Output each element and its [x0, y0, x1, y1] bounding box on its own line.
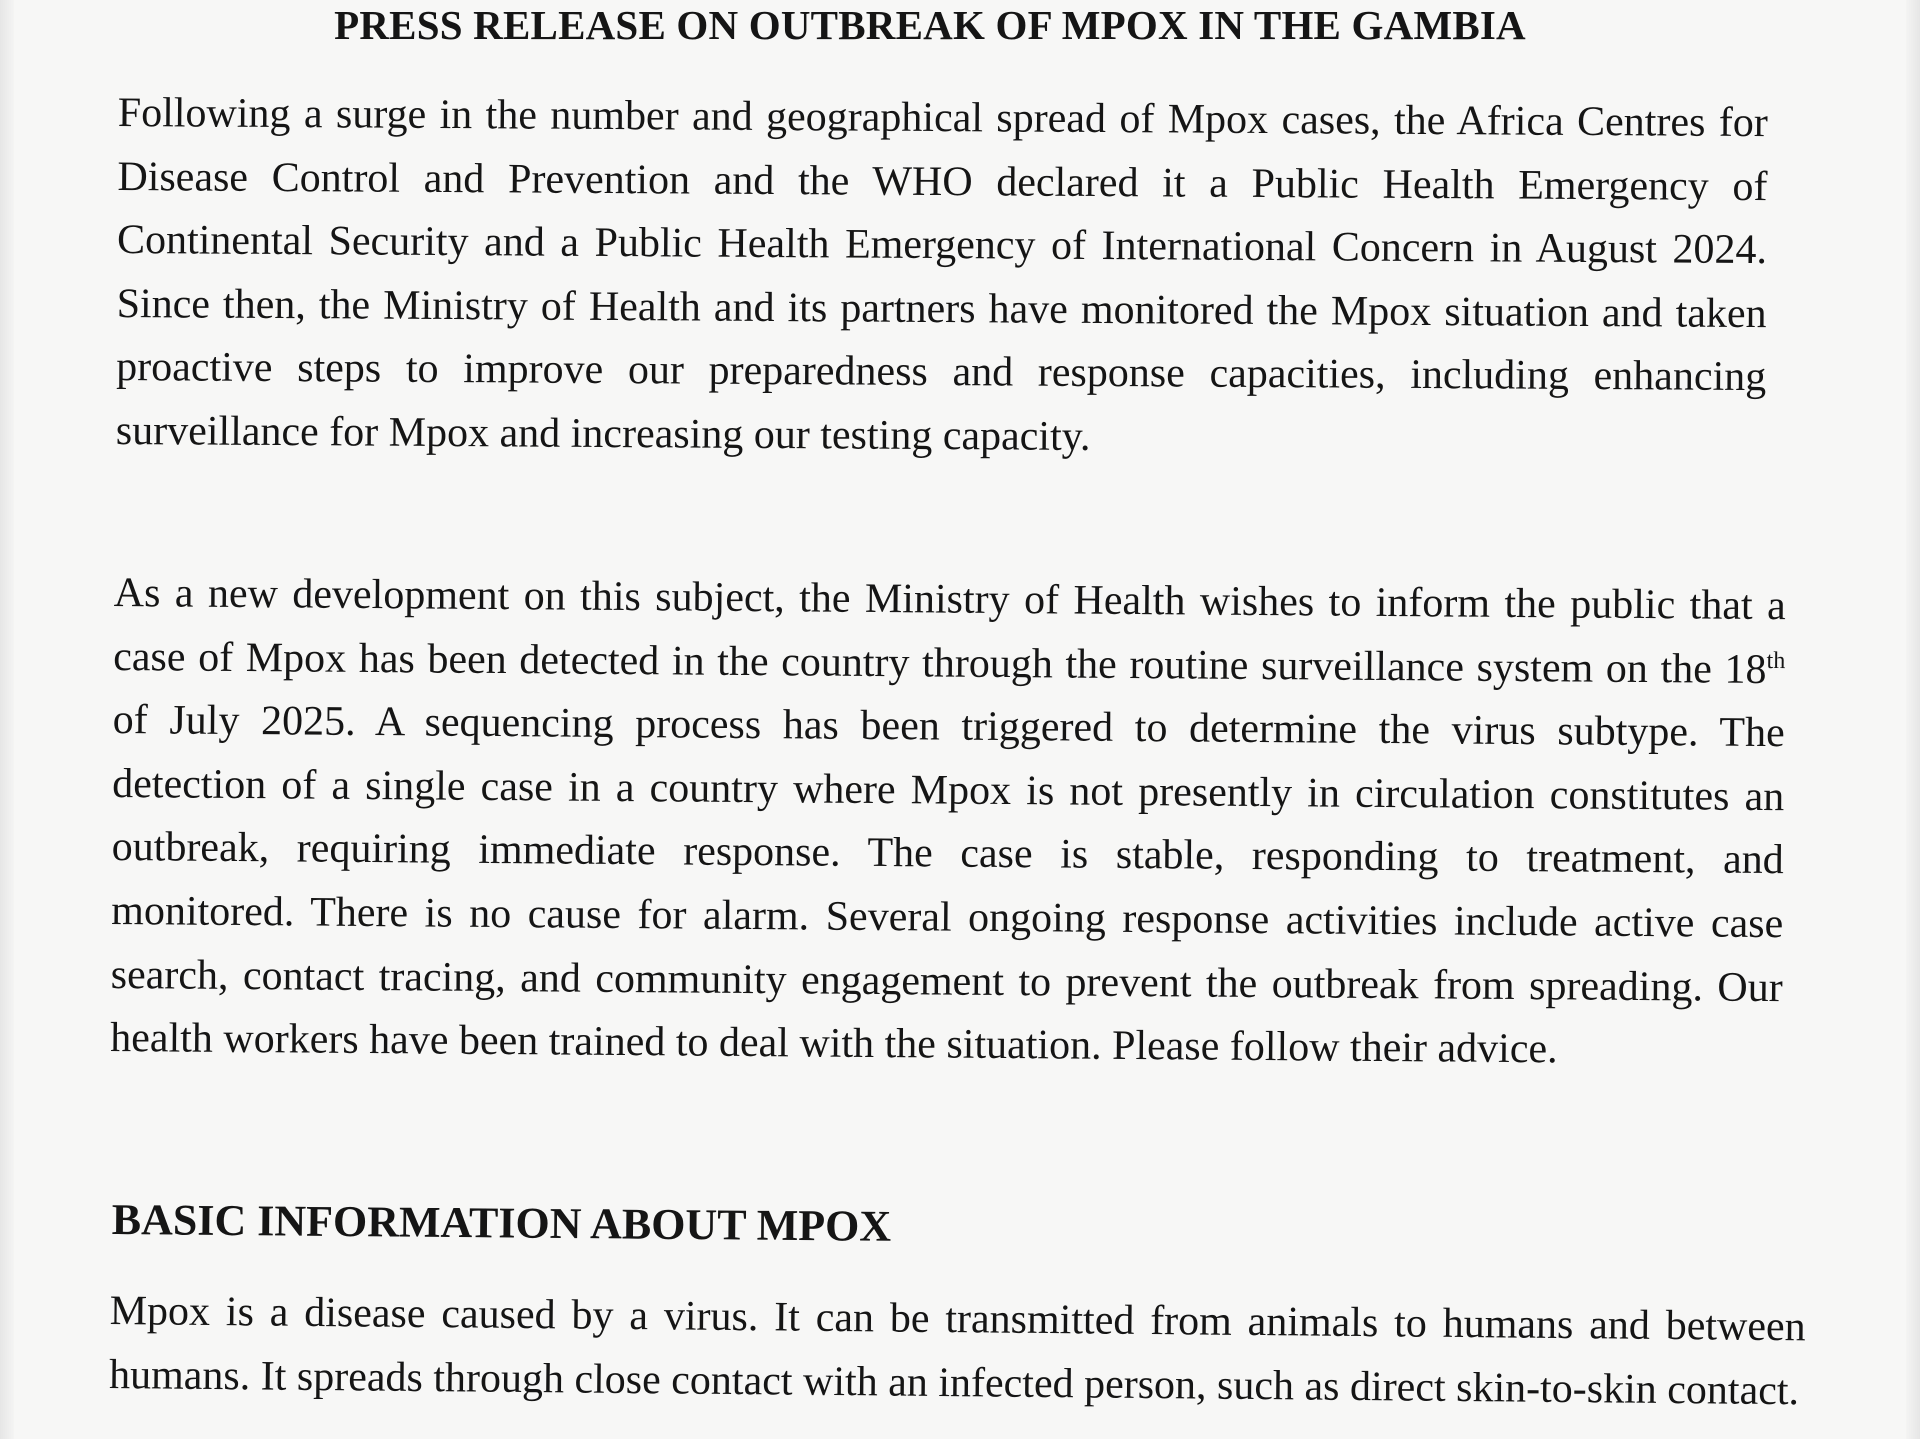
date-ordinal-suffix: th	[1766, 647, 1786, 674]
section-heading: BASIC INFORMATION ABOUT MPOX	[111, 1194, 892, 1251]
development-text-before-date: As a new development on this subject, the Ministry of Health wishes to inform the public that a case of Mpox has been detected in the country through the routine surveillance system on the 18	[113, 569, 1786, 693]
development-text-after-date: of July 2025. A sequencing process has been triggered to determine the virus subtype. The detection of a single case in a country where Mpox is not presently in circulation constitutes an outbreak, requiring immediate response. The case is stable, responding to treatment, and monitored. There is no cause for alarm. Several ongoing response activities include active case search, contact tracing, and community engagement to prevent the outbreak from spreading. Our health workers have been trained to deal with the situation. Please follow their advice.	[110, 697, 1785, 1073]
new-development-paragraph	[110, 562, 1786, 1084]
page-edge-right	[1906, 0, 1920, 1439]
page-edge-left	[0, 0, 14, 1439]
press-release-title: PRESS RELEASE ON OUTBREAK OF MPOX IN THE GAMBIA	[334, 2, 1526, 48]
intro-paragraph: Following a surge in the number and geographical spread of Mpox cases, the Africa Centres for Disease Control and Prevention and the WHO declared it a Public Health Emergency of Continental Security and a Public Health Emergency of International Concern in August 2024. Since then, the Ministry of Health and its partners have monitored the Mpox situation and taken proactive steps to improve our preparedness and response capacities, including enhancing surveillance for Mpox and increasing our testing capacity.	[115, 89, 1768, 460]
basic-info-paragraph: Mpox is a disease caused by a virus. It can be transmitted from animals to humans and between humans. It spreads through close contact with an infected person, such as direct skin-to-skin contact.	[108, 1287, 1806, 1414]
